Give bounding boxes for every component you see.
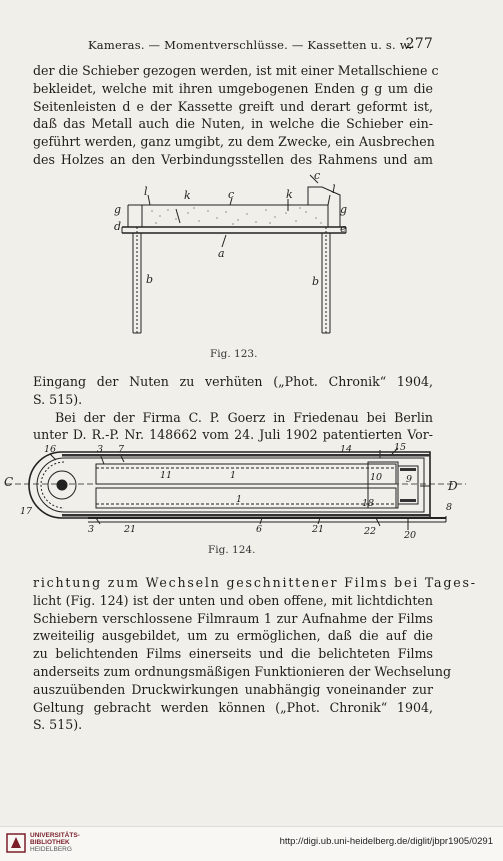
label-10: 10 <box>370 472 383 483</box>
label-7: 7 <box>118 444 125 455</box>
label-1-top: 1 <box>230 470 237 481</box>
label-3-top: 3 <box>97 444 104 455</box>
text-line: Seitenleisten d e der Kassette greift und derart geformt ist, <box>33 98 433 114</box>
text-line: zu belichtenden Films einerseits und die belichteten Films <box>33 646 433 662</box>
label-14: 14 <box>340 444 353 455</box>
figure-123 <box>0 165 503 365</box>
running-header <box>88 38 433 52</box>
figure-124 <box>0 440 503 550</box>
university-seal-icon <box>6 833 26 853</box>
text-line: auszuübenden Druckwirkungen unabhängig voneinander zur <box>33 681 433 697</box>
paragraph-1 <box>33 62 439 169</box>
library-line-2: BIBLIOTHEK <box>30 839 70 847</box>
label-e: e <box>340 222 347 235</box>
text-line: Eingang der Nuten zu verhüten („Phot. Chronik“ 1904, <box>33 374 433 389</box>
label-a: a <box>218 247 225 260</box>
figure-123-caption: Fig. 123. <box>210 348 258 360</box>
label-1-bottom: 1 <box>236 494 243 505</box>
label-16: 16 <box>44 444 57 455</box>
label-20: 20 <box>404 530 417 541</box>
text-line: S. 515). <box>33 391 83 407</box>
text-line: daß das Metall auch die Nuten, in welche die Schieber ein- <box>33 116 433 132</box>
label-9: 9 <box>406 474 413 485</box>
label-8: 8 <box>446 502 453 513</box>
label-15: 15 <box>394 442 407 453</box>
figure-124-caption: Fig. 124. <box>208 544 256 556</box>
label-c-tab: c <box>314 169 321 182</box>
label-k-right: k <box>286 188 293 201</box>
text-line: bekleidet, welche mit ihren umgebogenen Enden g g um die <box>33 80 433 96</box>
label-d: d <box>114 220 122 233</box>
paragraph-2 <box>33 373 433 444</box>
label-21-right: 21 <box>312 524 325 535</box>
library-line-3: HEIDELBERG <box>30 846 72 854</box>
label-g-left: g <box>114 203 122 216</box>
library-line-1: UNIVERSITÄTS- <box>30 832 80 839</box>
label-b-left: b <box>146 273 154 286</box>
label-18: 18 <box>362 498 375 509</box>
label-C: C <box>4 475 14 489</box>
text-line: des Holzes an den Verbindungsstellen des Rahmens und am <box>33 151 433 167</box>
label-6: 6 <box>256 524 263 535</box>
label-g-right: g <box>340 203 348 216</box>
label-k-left: k <box>184 189 191 202</box>
label-21-left: 21 <box>124 524 137 535</box>
text-line: geführt werden, ganz umgibt, zu dem Zwecke, ein Ausbrechen <box>33 134 435 150</box>
label-b-right: b <box>312 275 320 288</box>
label-c-top: c <box>228 188 235 201</box>
label-22: 22 <box>364 526 377 537</box>
label-l-right: l <box>332 183 336 196</box>
label-l-left: l <box>144 185 148 198</box>
text-line: S. 515). <box>33 717 83 733</box>
text-line: Bei der der Firma C. P. Goerz in Friedenau bei Berlin <box>55 409 433 425</box>
paragraph-3 <box>33 574 477 734</box>
permalink-url[interactable]: http://digi.ub.uni-heidelberg.de/diglit/jbpr1905/0291 <box>279 836 493 847</box>
page-number: 277 <box>405 36 433 52</box>
library-name <box>30 832 80 854</box>
text-line: der die Schieber gezogen werden, ist mit einer Metallschiene c <box>33 63 439 78</box>
text-line: Geltung gebracht werden können („Phot. Chronik“ 1904, <box>33 699 433 715</box>
text-line: richtung zum Wechseln geschnittener Films bei Tages- <box>33 575 477 590</box>
label-3-bottom: 3 <box>88 524 95 535</box>
text-line: zweiteilig ausgebildet, um zu ermöglichen, daß die auf die <box>33 628 433 644</box>
text-line: unter D. R.-P. Nr. 148662 vom 24. Juli 1902 patentierten Vor- <box>33 427 433 443</box>
label-17: 17 <box>20 506 33 517</box>
label-D: D <box>448 479 458 493</box>
text-line: Schiebern verschlossene Filmraum 1 zur Aufnahme der Films <box>33 610 433 626</box>
text-line: licht (Fig. 124) ist der unten und oben offene, mit lichtdichten <box>33 592 433 608</box>
label-11: 11 <box>160 470 173 481</box>
footer-bar <box>0 826 503 861</box>
running-title: Kameras. — Momentverschlüsse. — Kassetten u. s. w. <box>88 38 413 52</box>
text-line: anderseits zum ordnungsmäßigen Funktionieren der Wechselung <box>33 663 452 679</box>
